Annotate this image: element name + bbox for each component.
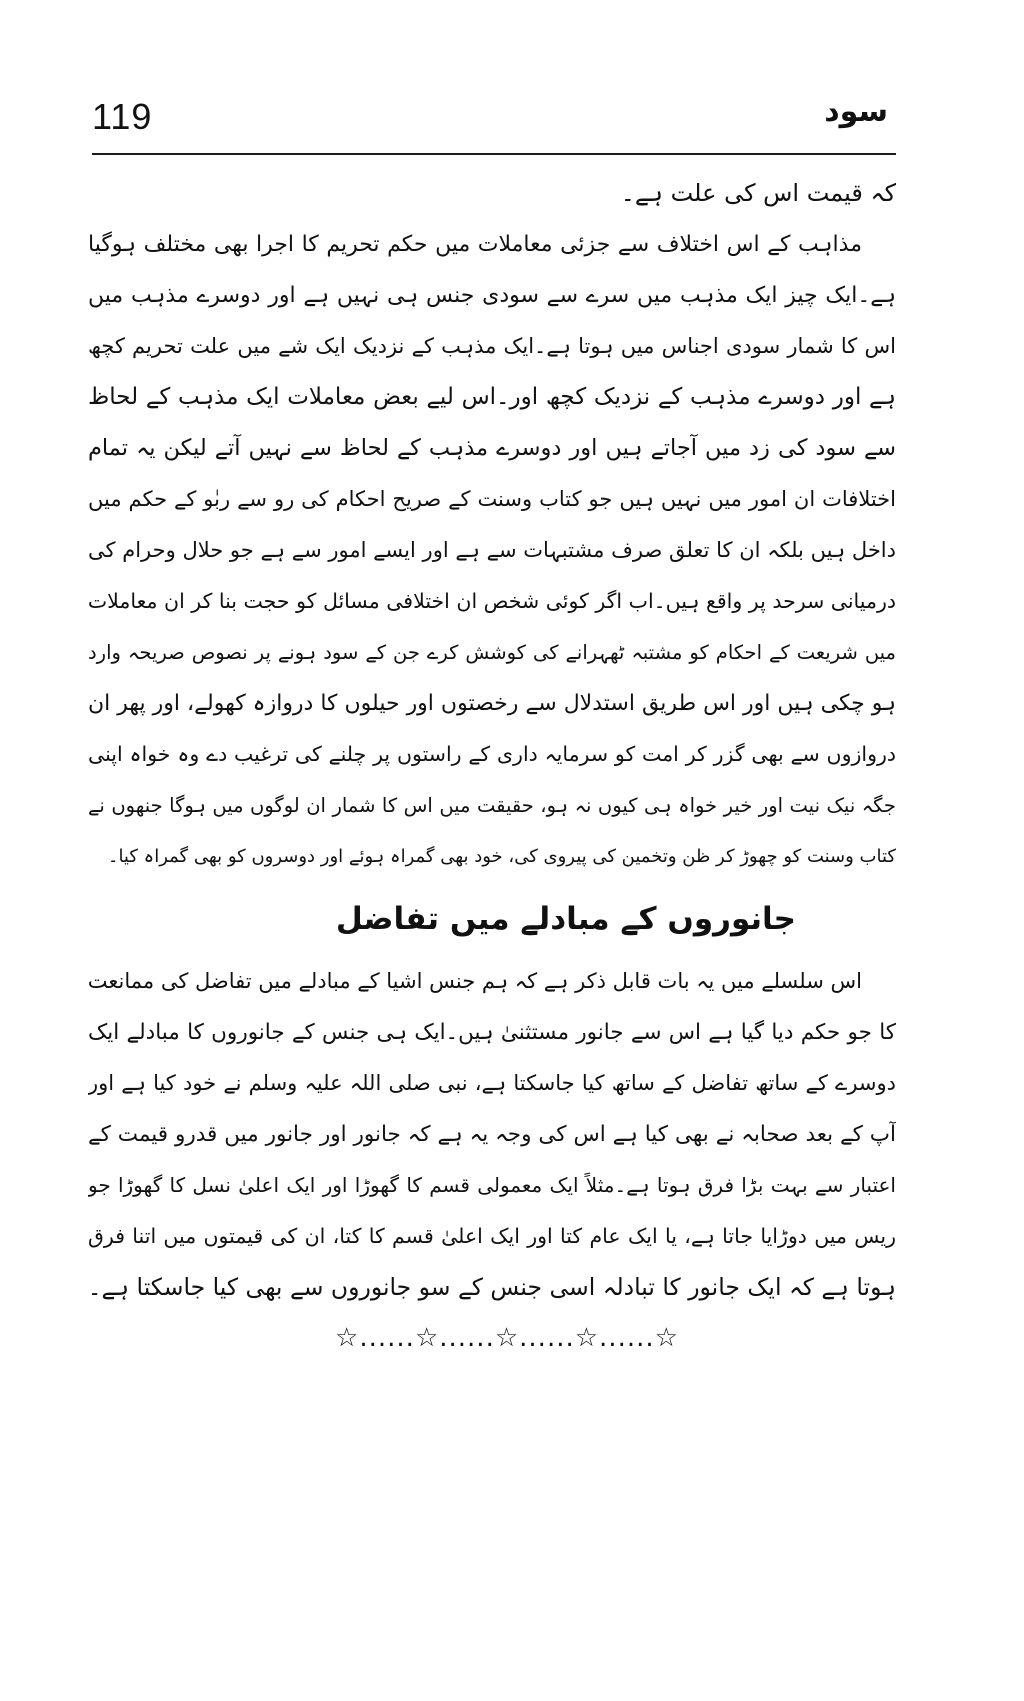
paragraph-line: اعتبار سے بہت بڑا فرق ہوتا ہے۔مثلاً ایک معمولی قسم کا گھوڑا اور ایک اعلیٰ نسل کا گھوڑا جو xyxy=(88,1173,896,1197)
paragraph-line: دوسرے کے ساتھ تفاضل کے ساتھ کیا جاسکتا ہے، نبی صلی اللہ علیہ وسلم نے خود کیا ہے اور xyxy=(88,1071,896,1095)
paragraph-line: آپ کے بعد صحابہ نے بھی کیا ہے اس کی وجہ یہ ہے کہ جانور اور جانور میں قدرو قیمت کے xyxy=(88,1122,896,1147)
end-ornament: ☆......☆......☆......☆......☆ xyxy=(335,1323,679,1353)
paragraph-line: کتاب وسنت کو چھوڑ کر ظن وتخمین کی پیروی کی، خود بھی گمراہ ہوئے اور دوسروں کو بھی گمراہ کیا۔ xyxy=(107,846,896,867)
paragraph-line: ہوتا ہے کہ ایک جانور کا تبادلہ اسی جنس کے سو جانوروں سے بھی کیا جاسکتا ہے۔ xyxy=(88,1273,896,1301)
paragraph-line: ہے۔ایک چیز ایک مذہب میں سرے سے سودی جنس ہی نہیں ہے اور دوسرے مذہب میں xyxy=(88,283,896,308)
paragraph-line: ہے اور دوسرے مذہب کے نزدیک کچھ اور۔اس لیے بعض معاملات ایک مذہب کے لحاظ xyxy=(88,384,896,410)
paragraph-line: جگہ نیک نیت اور خیر خواہ ہی کیوں نہ ہو، حقیقت میں اس کا شمار ان لوگوں میں ہوگا جنھوں نے xyxy=(88,794,896,817)
paragraph-line: مذاہب کے اس اختلاف سے جزئی معاملات میں حکم تحریم کا اجرا بھی مختلف ہوگیا xyxy=(88,232,862,257)
paragraph-line: دروازوں سے بھی گزر کر امت کو سرمایہ داری کے راستوں پر چلنے کی ترغیب دے وہ خواہ اپنی xyxy=(88,742,896,766)
running-title: سود xyxy=(824,94,888,129)
paragraph-line: ہو چکی ہیں اور اس طریق استدلال سے رخصتوں اور حیلوں کا دروازہ کھولے، اور پھر ان xyxy=(88,691,896,716)
paragraph-line: ریس میں دوڑایا جاتا ہے، یا ایک عام کتا اور ایک اعلیٰ قسم کا کتا، ان کی قیمتوں میں اتنا فرق xyxy=(88,1224,896,1248)
paragraph-line: میں شریعت کے احکام کو مشتبہ ٹھہرانے کی کوشش کرے جن کے سود ہونے پر نصوص صریحہ وارد xyxy=(88,641,896,664)
paragraph-line: کہ قیمت اس کی علت ہے۔ xyxy=(620,179,896,207)
paragraph-line: کا جو حکم دیا گیا ہے اس سے جانور مستثنیٰ ہیں۔ایک ہی جنس کے جانوروں کا مبادلے ایک xyxy=(88,1020,896,1045)
paragraph-line: اختلافات ان امور میں نہیں ہیں جو کتاب وسنت کے صریح احکام کی رو سے ربٰو کے حکم میں xyxy=(88,487,896,511)
section-heading: جانوروں کے مبادلے میں تفاضل xyxy=(335,901,796,937)
page-header xyxy=(92,92,888,150)
paragraph-line: سے سود کی زد میں آجاتے ہیں اور دوسرے مذہب کے لحاظ سے نہیں آتے لیکن یہ تمام xyxy=(88,435,896,461)
page-number: 119 xyxy=(92,96,153,137)
paragraph-line: درمیانی سرحد پر واقع ہیں۔اب اگر کوئی شخص ان اختلافی مسائل کو حجت بنا کر ان معاملات xyxy=(88,589,896,613)
paragraph-line: اس کا شمار سودی اجناس میں ہوتا ہے۔ایک مذہب کے نزدیک ایک شے میں علت تحریم کچھ xyxy=(88,334,896,358)
paragraph-line: داخل ہیں بلکہ ان کا تعلق صرف مشتبہات سے ہے اور ایسے امور سے ہے جو حلال وحرام کی xyxy=(88,538,896,562)
paragraph-line: اس سلسلے میں یہ بات قابل ذکر ہے کہ ہم جنس اشیا کے مبادلے میں تفاضل کی ممانعت xyxy=(88,969,862,993)
page-body xyxy=(88,168,896,1364)
header-divider xyxy=(92,153,896,155)
